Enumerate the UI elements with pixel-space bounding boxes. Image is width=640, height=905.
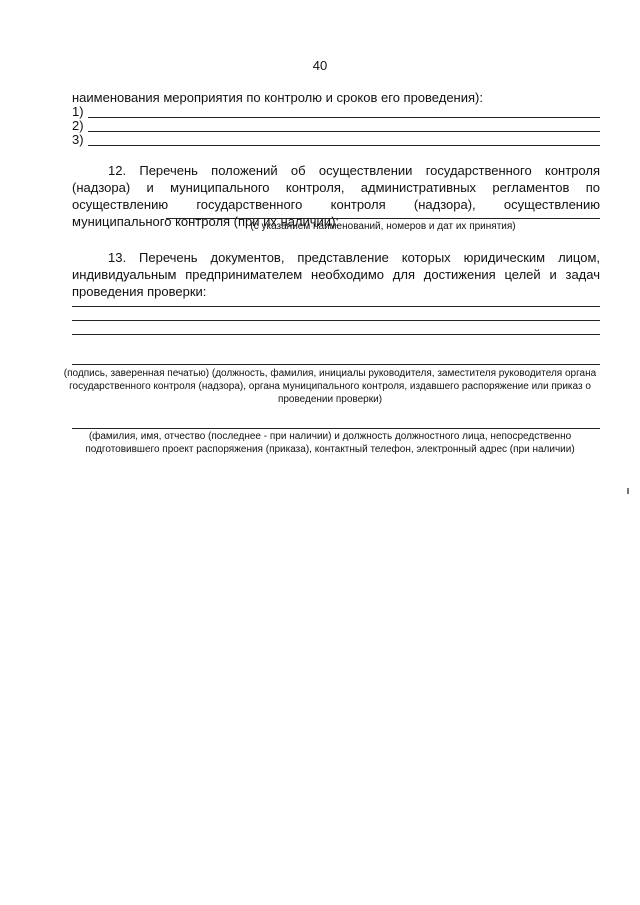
preparer-line (72, 428, 600, 429)
section12-blank-line (166, 218, 600, 219)
blank-line-3 (88, 145, 600, 146)
section13-text: 13. Перечень документов, представление которых юридическим лицом, индивидуальным предпринимателем необходимо для достижения целей и задач проведения проверки: (72, 250, 600, 299)
section12-caption: (с указанием наименований, номеров и дат их принятия) (250, 221, 516, 232)
section13-blank-line-2 (72, 320, 600, 321)
item-number-1: 1) (72, 104, 84, 119)
section13-paragraph (72, 249, 600, 300)
section13-blank-line-1 (72, 306, 600, 307)
signature-line (72, 364, 600, 365)
preparer-caption: (фамилия, имя, отчество (последнее - при наличии) и должность должностного лица, непосредственно подготовившего проект распоряжения (приказа), контактный телефон, электронный адрес (при наличии) (85, 431, 575, 455)
page-number: 40 (312, 58, 328, 73)
item-number-3: 3) (72, 132, 84, 147)
margin-mark (627, 488, 629, 494)
section11-lead: наименования мероприятия по контролю и сроков его проведения): (72, 90, 483, 105)
item-number-2: 2) (72, 118, 84, 133)
section12-text: 12. Перечень положений об осуществлении государственного контроля (надзора) и муниципального контроля, административных регламентов по осуществлению государственного контроля (надзора), осуществлению муниципального контроля (при их наличии): (72, 163, 600, 229)
item-line-3 (72, 132, 600, 148)
section13-blank-line-3 (72, 334, 600, 335)
signature-caption: (подпись, заверенная печатью) (должность, фамилия, инициалы руководителя, заместителя руководителя органа государственного контроля (надзора), органа муниципального контроля, издавшего распоряжение или приказ о проведении проверки) (63, 368, 597, 405)
